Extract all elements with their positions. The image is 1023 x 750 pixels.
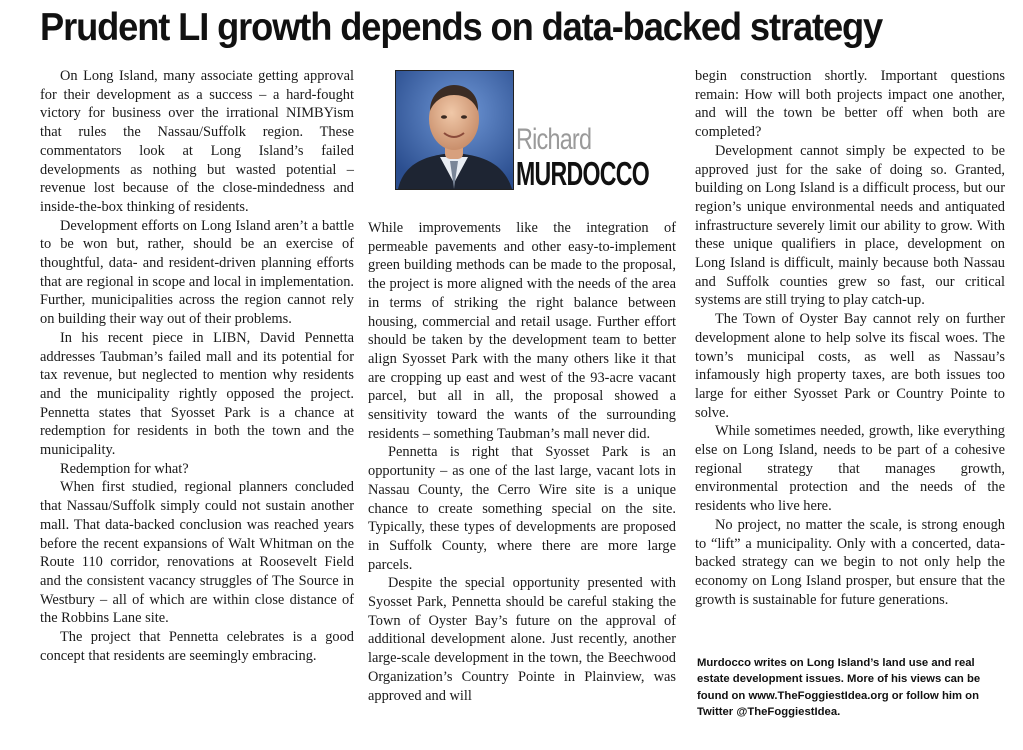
- paragraph: No project, no matter the scale, is strong enough to “lift” a municipality. Only with a concerted, data-backed strategy can we begin to not only help the economy on Long Island prosper, but ensure that the growth is sustainable for future generations.: [695, 516, 1005, 608]
- author-first-name: Richard: [516, 123, 592, 156]
- headline: Prudent LI growth depends on data-backed strategy: [40, 6, 883, 49]
- paragraph: Redemption for what?: [60, 460, 189, 477]
- article-column-2: [368, 219, 676, 705]
- paragraph: In his recent piece in LIBN, David Pennetta addresses Taubman’s failed mall and its potential for tax revenue, but neglected to mention why residents and the municipality rightly opposed the project. Pennetta states that Syosset Park is a chance at redemption for residents in both the town and the municipality.: [40, 329, 354, 459]
- article-column-3: [695, 67, 1005, 609]
- paragraph: begin construction shortly. Important questions remain: How will both projects impact one another, and will the town be better off when both are completed?: [695, 68, 1005, 141]
- author-photo: [395, 70, 514, 190]
- paragraph: Development efforts on Long Island aren’t a battle to be won but, rather, should be an exercise of thoughtful, data- and resident-driven planning efforts that are regional in scope and local in implementation. Further, municipalities across the region cannot rely on building their way out of their problems.: [40, 217, 354, 328]
- paragraph: The project that Pennetta celebrates is a good concept that residents are seemingly embracing.: [40, 629, 354, 664]
- paragraph: The Town of Oyster Bay cannot rely on further development alone to help solve its fiscal woes. The town’s municipal costs, as well as Nassau’s infamously high property taxes, are both issues too large for either Syosset Park or Country Pointe to solve.: [695, 311, 1005, 421]
- article-column-1: [40, 67, 354, 666]
- paragraph: On Long Island, many associate getting approval for their development as a success – a hard-fought victory for business over the irrational NIMBYism that rules the Nassau/Suffolk region. These commentators look at Long Island’s failed developments as nothing but wasted potential – revenue lost because of the close-mindedness and inside-the-box thinking of residents.: [40, 68, 354, 215]
- paragraph: Development cannot simply be expected to be approved just for the sake of doing so. Granted, building on Long Island is a difficult process, but our region’s unique environmental needs and antiquated infrastructure severely limit our ability to grow. With these unique qualifiers in place, development on Long Island is difficult, mainly because both Nassau and Suffolk counties grew so fast, our critical systems are still trying to play catch-up.: [695, 142, 1005, 309]
- paragraph: While sometimes needed, growth, like everything else on Long Island, needs to be part of a cohesive regional strategy that manages growth, environmental protection and the needs of the residents who live here.: [695, 423, 1005, 515]
- author-last-name: MURDOCCO: [516, 155, 649, 192]
- paragraph: Despite the special opportunity presented with Syosset Park, Pennetta should be careful staking the Town of Oyster Bay’s future on the approval of additional development alone. Just recently, another large-scale development in the town, the Beechwood Organization’s Country Pointe in Plainview, was approved and will: [368, 575, 676, 704]
- author-bio: Murdocco writes on Long Island’s land use and real estate development issues. More of his views can be found on www.TheFoggiestIdea.org or follow him on Twitter @TheFoggiestIdea.: [697, 657, 981, 719]
- paragraph: Pennetta is right that Syosset Park is an opportunity – as one of the last large, vacant lots in Nassau County, the Cerro Wire site is a unique chance to create something special on the site. Typically, these types of developments are proposed in Suffolk County, where there are more large parcels.: [368, 444, 676, 573]
- paragraph: When first studied, regional planners concluded that Nassau/Suffolk simply could not sustain another mall. That data-backed conclusion was reached years before the recent expansions of Walt Whitman on the Route 110 corridor, renovations at Roosevelt Field and the consistent vacancy struggles of The Source in Westbury – all of which are within close distance of the Robbins Lane site.: [40, 479, 354, 627]
- paragraph: While improvements like the integration of permeable pavements and other easy-to-implement green building methods can be made to the proposal, the project is more aligned with the needs of the area in terms of striking the right balance between housing, commercial and retail usage. Further effort should be taken by the development team to better align Syosset Park with the many others like it that are cropping up east and west of the 93-acre vacant parcel, but all in all, the proposal showed a sensitivity toward the wants of the surrounding residents – something Taubman’s mall never did.: [368, 220, 676, 442]
